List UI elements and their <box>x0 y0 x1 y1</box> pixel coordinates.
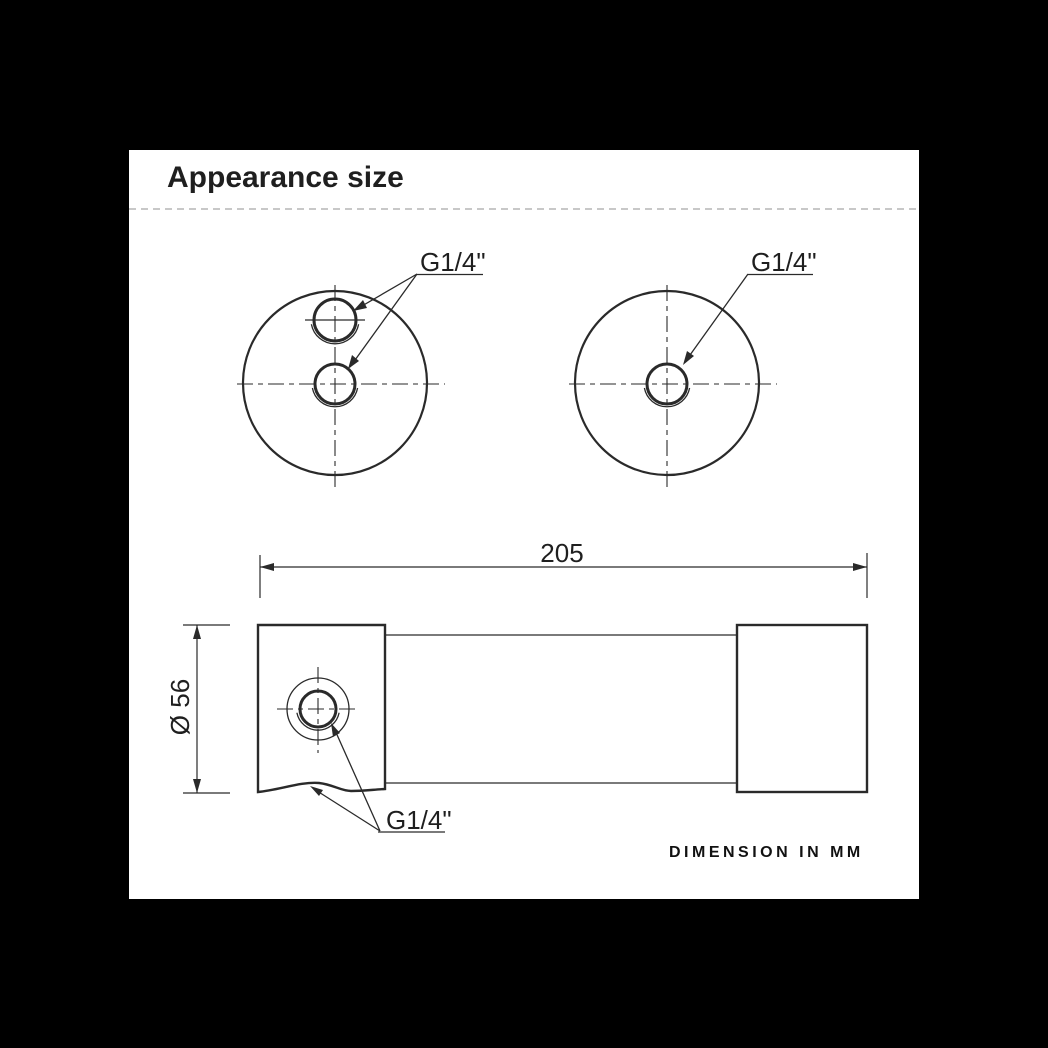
side-view-right-block <box>737 625 867 792</box>
side-view <box>258 625 867 792</box>
drawing-panel <box>129 150 919 899</box>
length-dimension <box>260 538 867 598</box>
side-port-arrowhead-hole <box>331 723 340 737</box>
dimension-unit-note: DIMENSION IN MM <box>669 844 864 861</box>
technical-drawing <box>129 150 919 899</box>
left-view-arrowhead-top <box>353 300 367 311</box>
diameter-arrowhead-top <box>193 625 201 639</box>
length-arrowhead-right <box>853 563 867 571</box>
front-view-right <box>569 247 817 489</box>
right-view-port-label: G1/4" <box>751 247 817 277</box>
right-view-leader-line <box>685 274 748 362</box>
side-view-port-label-group <box>310 723 452 835</box>
length-arrowhead-left <box>260 563 274 571</box>
diameter-arrowhead-bottom <box>193 779 201 793</box>
front-view-left <box>237 247 486 489</box>
length-dimension-value: 205 <box>540 538 584 568</box>
left-view-port-label: G1/4" <box>420 247 486 277</box>
side-port-arrowhead-edge <box>310 786 323 796</box>
side-port-leader-line-hole <box>334 728 380 831</box>
diameter-dimension-value: Ø 56 <box>165 678 195 736</box>
right-view-arrowhead <box>683 351 694 365</box>
side-view-port-label: G1/4" <box>386 805 452 835</box>
page-title: Appearance size <box>167 161 404 194</box>
diameter-dimension <box>165 625 230 793</box>
